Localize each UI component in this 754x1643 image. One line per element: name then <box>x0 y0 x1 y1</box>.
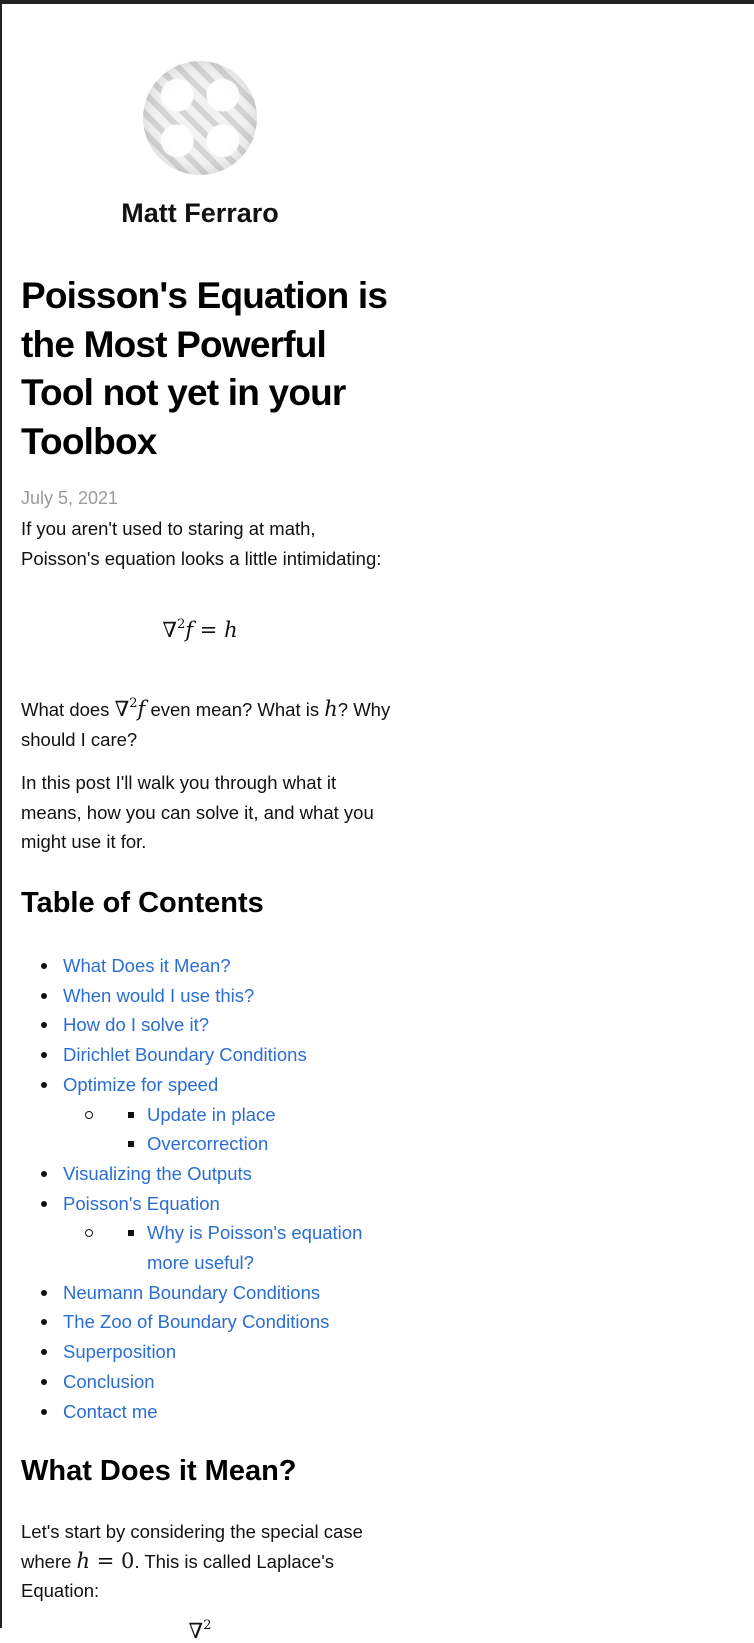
intro-p2-before: What does <box>21 699 115 720</box>
section1-p-after: . This is called Laplace's Equation: <box>21 1550 334 1601</box>
square-bullet-icon <box>128 1112 134 1118</box>
toc-item <box>21 981 391 1011</box>
toc-link-update-in-place[interactable]: Update in place <box>147 1103 276 1125</box>
bullet-icon <box>41 1052 47 1058</box>
toc-link-overcorrection[interactable]: Overcorrection <box>147 1133 269 1155</box>
bullet-icon <box>41 1319 47 1325</box>
toc-link-optimize-for-speed[interactable]: Optimize for speed <box>63 1073 219 1095</box>
laplacian-f-math: ∇$^2$f <box>114 696 146 721</box>
toc-link-how-do-i-solve-it[interactable]: How do I solve it? <box>63 1014 210 1036</box>
ring-bullet-icon <box>85 1229 93 1237</box>
toc-item <box>21 1070 391 1100</box>
toc-link-when-would-i-use-this[interactable]: When would I use this? <box>63 984 255 1006</box>
post-title: Poisson's Equation is the Most Powerful Tool not yet in your Toolbox <box>21 275 388 462</box>
toc-item <box>21 1189 391 1219</box>
bullet-icon <box>41 963 47 969</box>
laplace-equation-partial: ∇$^2$ <box>188 1618 212 1643</box>
intro-paragraph-3: In this post I'll walk you through what it means, how you can solve it, and what you might use it for. <box>21 772 374 852</box>
bullet-icon <box>41 1409 47 1415</box>
poisson-equation: ∇$^2$f = h <box>162 617 238 642</box>
bullet-icon <box>41 1201 47 1207</box>
square-bullet-icon <box>128 1141 134 1147</box>
avatar[interactable] <box>143 61 257 175</box>
table-of-contents <box>21 951 391 1426</box>
toc-link-zoo-of-boundary-conditions[interactable]: The Zoo of Boundary Conditions <box>63 1311 330 1333</box>
section1-p-before: Let's start by considering the special case where <box>21 1521 363 1572</box>
toc-item <box>21 1040 391 1070</box>
h-math: h <box>324 697 338 721</box>
toc-subitem <box>21 1218 391 1277</box>
post-date: July 5, 2021 <box>21 488 119 508</box>
author-name[interactable]: Matt Ferraro <box>121 198 279 228</box>
toc-link-superposition[interactable]: Superposition <box>63 1341 177 1363</box>
toc-link-poissons-equation[interactable]: Poisson's Equation <box>63 1192 220 1214</box>
ring-bullet-icon <box>85 1111 93 1119</box>
toc-subitem <box>21 1129 391 1159</box>
toc-heading: Table of Contents <box>21 887 264 919</box>
toc-item <box>21 1337 391 1367</box>
section-heading-what-does-it-mean: What Does it Mean? <box>21 1455 297 1487</box>
bullet-icon <box>41 1022 47 1028</box>
section1-paragraph <box>21 1517 391 1606</box>
bullet-icon <box>41 1082 47 1088</box>
toc-link-contact-me[interactable]: Contact me <box>63 1400 158 1422</box>
intro-paragraph-2 <box>21 689 391 754</box>
square-bullet-icon <box>128 1230 134 1236</box>
toc-link-conclusion[interactable]: Conclusion <box>63 1370 155 1392</box>
toc-link-what-does-it-mean[interactable]: What Does it Mean? <box>63 955 231 976</box>
toc-subitem <box>21 1100 391 1130</box>
toc-item <box>21 1397 391 1427</box>
bullet-icon <box>41 1171 47 1177</box>
toc-item <box>21 1010 391 1040</box>
toc-link-visualizing-the-outputs[interactable]: Visualizing the Outputs <box>63 1162 252 1184</box>
intro-paragraph-1: If you aren't used to staring at math, Poisson's equation looks a little intimidating: <box>21 518 382 569</box>
bullet-icon <box>41 1349 47 1355</box>
window-top-border <box>0 0 754 4</box>
intro-p2-after: ? Why should I care? <box>21 699 391 750</box>
toc-link-why-is-poissons-equation-more-useful[interactable]: Why is Poisson's equation more useful? <box>147 1222 363 1274</box>
toc-item <box>21 951 391 981</box>
bullet-icon <box>41 1379 47 1385</box>
h-equals-zero-math: h = 0 <box>76 1548 135 1573</box>
window-left-border <box>0 0 2 1628</box>
toc-item <box>21 1278 391 1308</box>
toc-item <box>21 1159 391 1189</box>
toc-link-neumann-boundary-conditions[interactable]: Neumann Boundary Conditions <box>63 1281 321 1303</box>
toc-link-dirichlet-boundary-conditions[interactable]: Dirichlet Boundary Conditions <box>63 1044 307 1066</box>
bullet-icon <box>41 1290 47 1296</box>
toc-item <box>21 1367 391 1397</box>
bullet-icon <box>41 993 47 999</box>
toc-item <box>21 1307 391 1337</box>
intro-p2-middle: even mean? What is <box>145 699 325 720</box>
